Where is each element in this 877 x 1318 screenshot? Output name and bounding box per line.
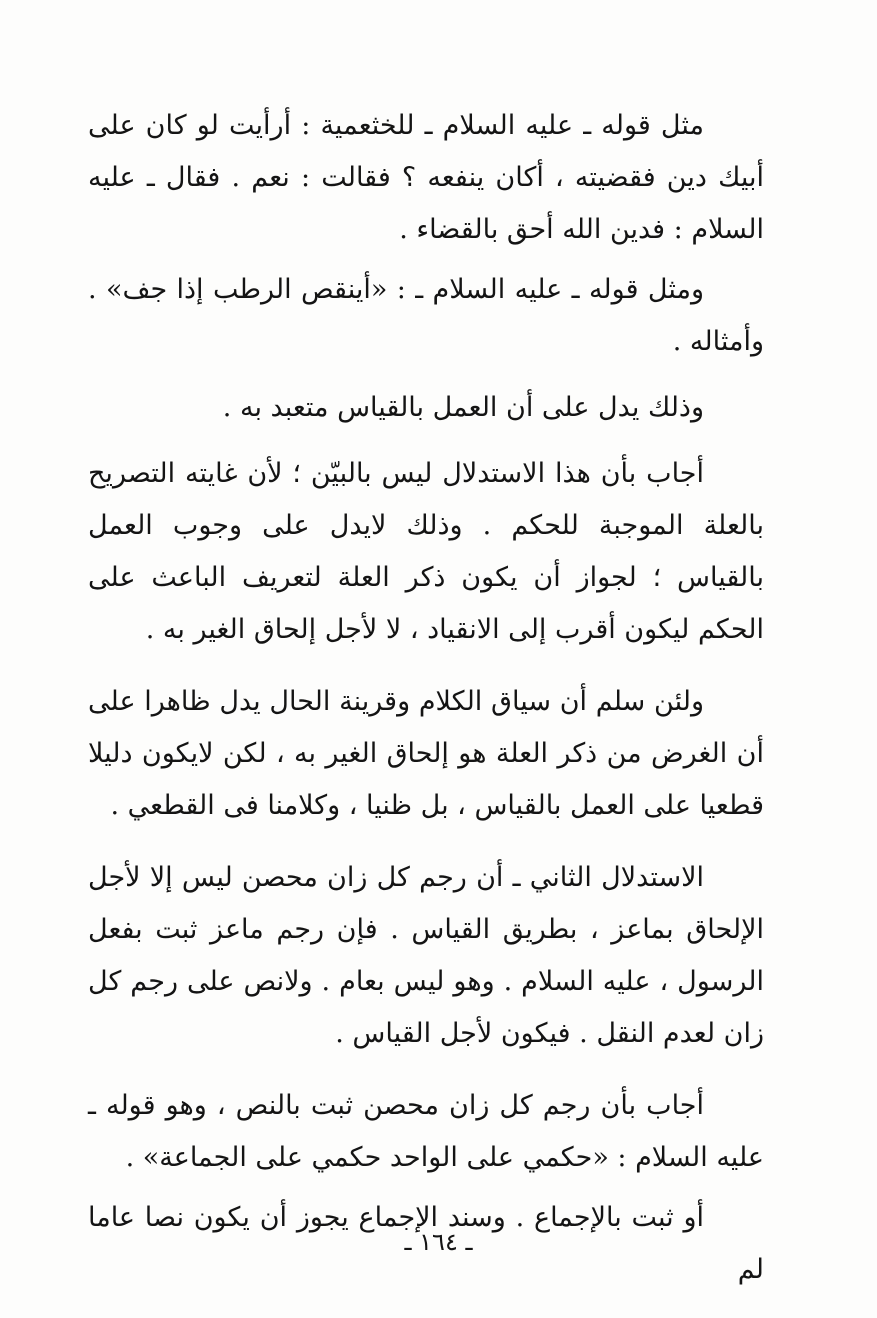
- paragraph-6: الاستدلال الثاني ـ أن رجم كل زان محصن ليس إلا لأجل الإلحاق بماعز ، بطريق القياس . فإن رجم ماعز ثبت بفعل الرسول ، عليه السلام . وهو ليس بعام . ولانص على رجم كل زان لعدم النقل . فيكون لأجل القياس .: [88, 862, 764, 1049]
- paragraph-4: أجاب بأن هذا الاستدلال ليس بالبيّن ؛ لأن غايته التصريح بالعلة الموجبة للحكم . وذلك لايدل على وجوب العمل بالقياس ؛ لجواز أن يكون ذكر العلة لتعريف الباعث على الحكم ليكون أقرب إلى الانقياد ، لا لأجل إلحاق الغير به .: [88, 458, 764, 645]
- paragraph-3: وذلك يدل على أن العمل بالقياس متعبد به .: [222, 392, 704, 423]
- paragraph-2: ومثل قوله ـ عليه السلام ـ : «أينقص الرطب إذا جف» . وأمثاله .: [88, 274, 764, 357]
- paragraph-5: ولئن سلم أن سياق الكلام وقرينة الحال يدل ظاهرا على أن الغرض من ذكر العلة هو إلحاق الغير به ، لكن لايكون دليلا قطعيا على العمل بالقياس ، بل ظنيا ، وكلامنا فى القطعي .: [88, 686, 764, 821]
- paragraph-7: أجاب بأن رجم كل زان محصن ثبت بالنص ، وهو قوله ـ عليه السلام : «حكمي على الواحد حكمي على الجماعة» .: [88, 1090, 764, 1173]
- page-number: ـ ١٦٤ ـ: [404, 1228, 473, 1256]
- page-body-text: [88, 100, 764, 1296]
- paragraph-1: مثل قوله ـ عليه السلام ـ للخثعمية : أرأيت لو كان على أبيك دين فقضيته ، أكان ينفعه ؟ فقالت : نعم . فقال ـ عليه السلام : فدين الله أحق بالقضاء .: [88, 110, 764, 245]
- paragraph-8: أو ثبت بالإجماع . وسند الإجماع يجوز أن يكون نصا عاما لم: [88, 1202, 764, 1285]
